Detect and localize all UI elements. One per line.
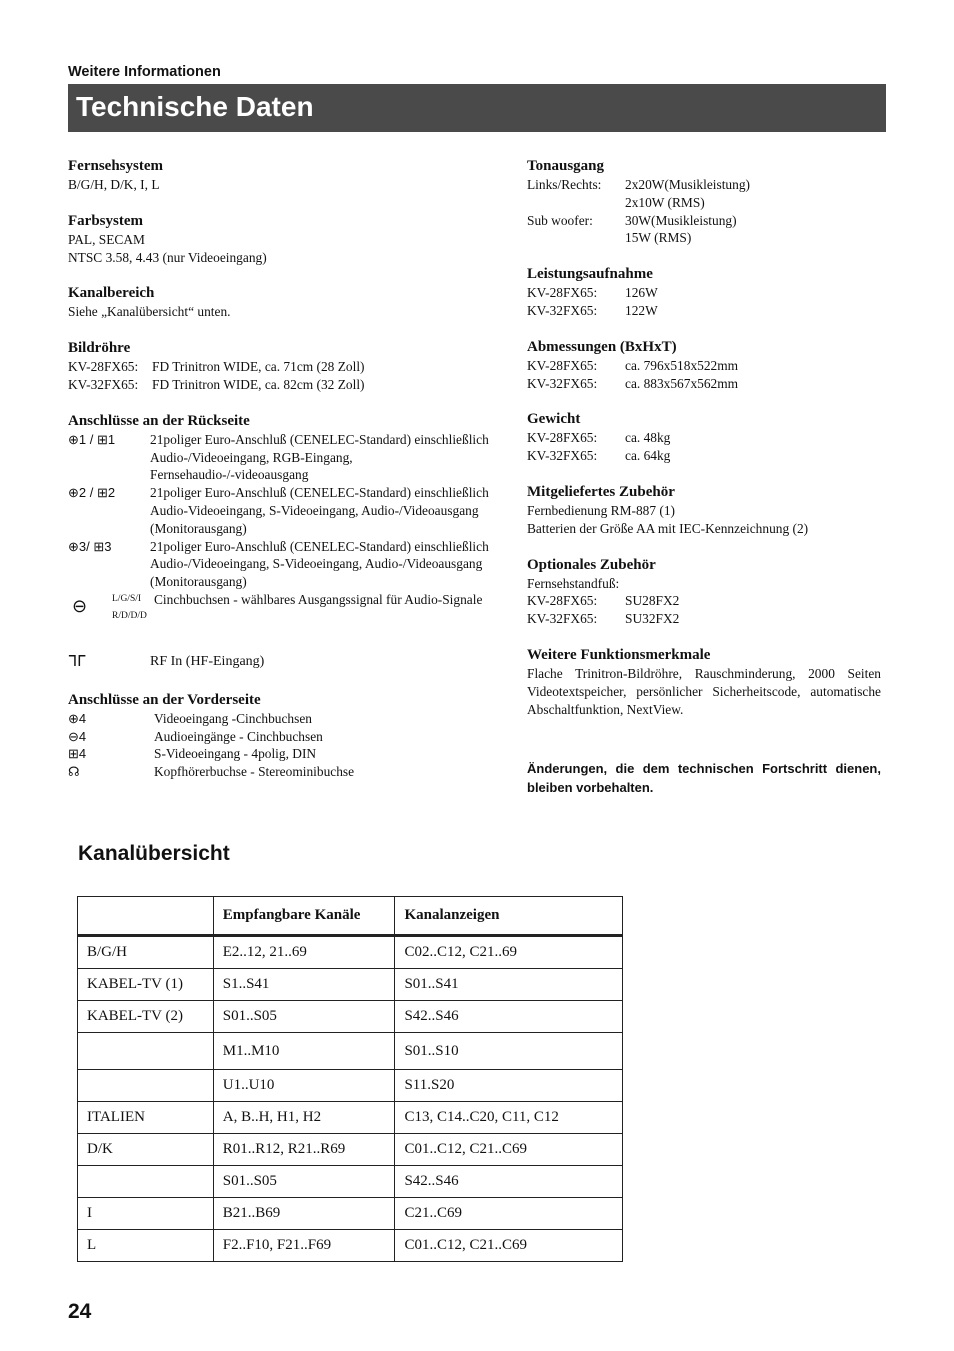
connector-desc: Fernsehaudio-/-videoausgang <box>150 467 309 483</box>
front-connector <box>68 710 512 728</box>
farbsystem-line: PAL, SECAM <box>68 231 145 247</box>
model-label: KV-28FX65: <box>68 359 139 375</box>
model-value: ca. 48kg <box>625 430 671 446</box>
model-label: KV-32FX65: <box>527 375 598 391</box>
table-header-row <box>78 897 623 936</box>
front-connector <box>68 763 512 781</box>
model-label: KV-32FX65: <box>68 376 139 392</box>
table-row <box>78 936 623 969</box>
connector-item <box>68 431 512 484</box>
table-cell: S42..S46 <box>395 1001 623 1033</box>
fernsehsystem-value: B/G/H, D/K, I, L <box>68 177 160 192</box>
heading-tonausgang: Tonausgang <box>527 158 604 174</box>
connector-desc: Audio-/Videoeingang, RGB-Eingang, <box>150 449 353 465</box>
model-label: KV-28FX65: <box>527 430 598 446</box>
table-cell <box>78 1166 214 1198</box>
model-value: 126W <box>625 285 658 301</box>
rf-item <box>68 653 512 671</box>
front-connector-desc: S-Videoeingang - 4polig, DIN <box>154 746 317 762</box>
ton-row <box>527 194 881 212</box>
scart-icon: ⊕1 / ⊞1 <box>68 431 116 447</box>
scart-icon: ⊕2 / ⊞2 <box>68 485 116 501</box>
model-value: 122W <box>625 302 658 318</box>
heading-zubehoer: Mitgeliefertes Zubehör <box>527 483 675 500</box>
ton-row <box>527 212 881 230</box>
column-header <box>78 897 214 936</box>
ton-value: 2x10W (RMS) <box>625 194 705 210</box>
zubehoer-line: Fernbedienung RM-887 (1) <box>527 502 676 518</box>
heading-vorderseite: Anschlüsse an der Vorderseite <box>68 691 261 708</box>
left-column <box>68 157 512 781</box>
table-row <box>78 969 623 1001</box>
table-cell: C13, C14..C20, C11, C12 <box>395 1102 623 1134</box>
table-cell <box>78 1070 214 1102</box>
table-cell: A, B..H, H1, H2 <box>213 1102 395 1134</box>
heading-farbsystem: Farbsystem <box>68 212 143 229</box>
zubehoer-line: Batterien der Größe AA mit IEC-Kennzeichnung (2) <box>527 520 809 536</box>
table-row <box>78 1001 623 1033</box>
antenna-icon: ᒣᒥ <box>68 652 86 670</box>
ton-row <box>527 176 881 194</box>
heading-funktionen: Weitere Funktionsmerkmale <box>527 646 711 663</box>
table-row <box>78 1102 623 1134</box>
table-cell: KABEL-TV (2) <box>78 1001 214 1033</box>
connector-desc: (Monitorausgang) <box>150 574 247 590</box>
table-cell: S01..S10 <box>395 1033 623 1070</box>
cinch-channel-top: L/G/S/I <box>112 593 142 604</box>
table-cell: C01..C12, C21..C69 <box>395 1134 623 1166</box>
abmessungen-row <box>527 375 881 393</box>
heading-gewicht: Gewicht <box>527 411 581 428</box>
model-value: FD Trinitron WIDE, ca. 82cm (32 Zoll) <box>152 376 365 392</box>
model-label: KV-32FX65: <box>527 448 598 464</box>
table-cell: E2..12, 21..69 <box>213 936 395 969</box>
title-bar <box>68 84 886 132</box>
section-label: Weitere Informationen <box>68 64 221 80</box>
audio-input-icon: ⊖4 <box>68 728 87 744</box>
table-row <box>78 1070 623 1102</box>
optional-row <box>527 610 881 628</box>
leistung-row <box>527 302 881 320</box>
heading-fernsehsystem: Fernsehsystem <box>68 158 163 174</box>
table-cell: C21..C69 <box>395 1198 623 1230</box>
table-cell: S11.S20 <box>395 1070 623 1102</box>
heading-rueckseite: Anschlüsse an der Rückseite <box>68 412 250 429</box>
table-cell: U1..U10 <box>213 1070 395 1102</box>
connector-desc: (Monitorausgang) <box>150 520 247 536</box>
heading-leistung: Leistungsaufnahme <box>527 266 653 283</box>
table-cell: L <box>78 1230 214 1262</box>
ton-value: 2x20W(Musikleistung) <box>625 177 750 192</box>
table-cell: C02..C12, C21..69 <box>395 936 623 969</box>
table-cell: S01..S41 <box>395 969 623 1001</box>
table-row <box>78 1198 623 1230</box>
connector-desc: Audio-/Videoeingang, S-Videoeingang, Audio-/Videoausgang <box>150 556 483 572</box>
model-label: KV-28FX65: <box>527 357 598 373</box>
channel-table <box>77 896 623 1262</box>
rf-desc: RF In (HF-Eingang) <box>150 653 265 669</box>
model-value: ca. 796x518x522mm <box>625 357 739 373</box>
heading-kanalbereich: Kanalbereich <box>68 285 155 302</box>
connector-desc: 21poliger Euro-Anschluß (CENELEC-Standard) einschließlich <box>150 538 489 554</box>
model-value: SU32FX2 <box>625 611 680 627</box>
table-cell: B21..B69 <box>213 1198 395 1230</box>
cinch-channel-bottom: R/D/D/D <box>112 610 147 621</box>
optional-row <box>527 592 881 610</box>
table-cell: KABEL-TV (1) <box>78 969 214 1001</box>
heading-bildroehre: Bildröhre <box>68 340 131 357</box>
scart-icon: ⊕3/ ⊞3 <box>68 538 112 554</box>
table-cell: S01..S05 <box>213 1166 395 1198</box>
kanal-heading: Kanalübersicht <box>78 842 230 865</box>
page-number: 24 <box>68 1300 92 1323</box>
table-cell: S01..S05 <box>213 1001 395 1033</box>
leistung-row <box>527 284 881 302</box>
bildroehre-row <box>68 376 512 394</box>
front-connector-desc: Videoeingang -Cinchbuchsen <box>154 710 312 726</box>
table-cell: S1..S41 <box>213 969 395 1001</box>
model-label: KV-28FX65: <box>527 285 598 301</box>
table-cell: S42..S46 <box>395 1166 623 1198</box>
table-row <box>78 1134 623 1166</box>
table-row <box>78 1033 623 1070</box>
model-label: KV-32FX65: <box>527 611 598 627</box>
ton-row <box>527 229 881 247</box>
connector-desc: Audio-Videoeingang, S-Videoeingang, Audio-/Videoausgang <box>150 502 479 518</box>
front-connector <box>68 728 512 746</box>
gewicht-row <box>527 429 881 447</box>
front-connector <box>68 745 512 763</box>
right-column <box>527 157 881 718</box>
connector-item <box>68 484 512 537</box>
funktionen-text: Flache Trinitron-Bildröhre, Rauschminderung, 2000 Seiten Videotextspeicher, persönlicher Sicherheitscode, automatische Abschaltfunktion, NextView. <box>527 665 881 717</box>
model-label: KV-32FX65: <box>527 302 598 318</box>
cinch-desc: Cinchbuchsen - wählbares Ausgangssignal für Audio-Signale <box>154 591 483 607</box>
ton-value: 15W (RMS) <box>625 230 692 246</box>
change-notice: Änderungen, die dem technischen Fortschritt dienen, bleiben vorbehalten. <box>527 761 881 795</box>
connector-desc: 21poliger Euro-Anschluß (CENELEC-Standard) einschließlich <box>150 431 489 447</box>
table-cell: ITALIEN <box>78 1102 214 1134</box>
cinch-item <box>68 591 512 625</box>
ton-label: Sub woofer: <box>527 212 593 228</box>
abmessungen-row <box>527 357 881 375</box>
column-header: Kanalanzeigen <box>395 897 623 936</box>
connector-item <box>68 538 512 591</box>
table-cell: C01..C12, C21..C69 <box>395 1230 623 1262</box>
model-label: KV-28FX65: <box>527 593 598 609</box>
column-header: Empfangbare Kanäle <box>213 897 395 936</box>
model-value: SU28FX2 <box>625 593 680 609</box>
ton-label: Links/Rechts: <box>527 177 602 192</box>
table-row <box>78 1230 623 1262</box>
ton-value: 30W(Musikleistung) <box>625 212 737 228</box>
video-input-icon: ⊕4 <box>68 710 87 726</box>
optional-line: Fernsehstandfuß: <box>527 575 620 591</box>
model-value: ca. 883x567x562mm <box>625 375 739 391</box>
page-title: Technische Daten <box>76 91 314 122</box>
farbsystem-line: NTSC 3.58, 4.43 (nur Videoeingang) <box>68 249 267 265</box>
model-value: FD Trinitron WIDE, ca. 71cm (28 Zoll) <box>152 359 365 375</box>
table-cell: F2..F10, F21..F69 <box>213 1230 395 1262</box>
table-cell <box>78 1033 214 1070</box>
bildroehre-row <box>68 358 512 376</box>
heading-abmessungen: Abmessungen (BxHxT) <box>527 338 677 355</box>
gewicht-row <box>527 447 881 465</box>
table-cell: B/G/H <box>78 936 214 969</box>
table-cell: I <box>78 1198 214 1230</box>
table-row <box>78 1166 623 1198</box>
headphones-icon: ☊ <box>68 764 80 780</box>
model-value: ca. 64kg <box>625 448 671 464</box>
svideo-input-icon: ⊞4 <box>68 746 87 762</box>
kanalbereich-value: Siehe „Kanalübersicht“ unten. <box>68 304 231 320</box>
connector-desc: 21poliger Euro-Anschluß (CENELEC-Standard) einschließlich <box>150 485 489 501</box>
front-connector-desc: Kopfhörerbuchse - Stereominibuchse <box>154 764 355 780</box>
heading-optional: Optionales Zubehör <box>527 556 656 573</box>
front-connector-desc: Audioeingänge - Cinchbuchsen <box>154 728 323 744</box>
table-cell: D/K <box>78 1134 214 1166</box>
table-cell: M1..M10 <box>213 1033 395 1070</box>
table-cell: R01..R12, R21..R69 <box>213 1134 395 1166</box>
cinch-output-icon: ⊖ <box>72 595 88 616</box>
